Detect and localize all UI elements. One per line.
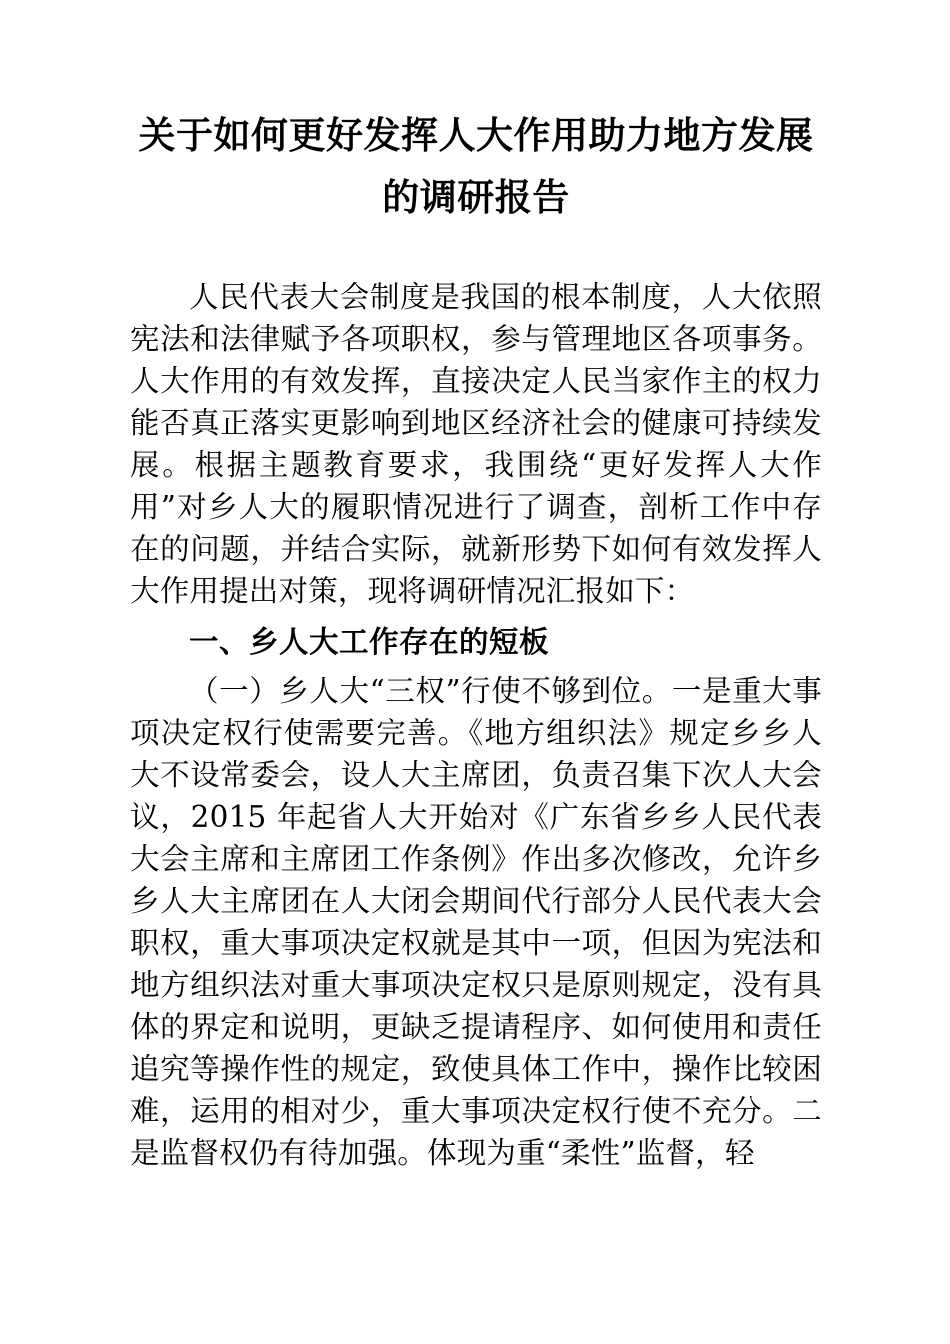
section-heading-1: 一、乡人大工作存在的短板 (189, 626, 550, 659)
intro-paragraph: 人民代表大会制度是我国的根本制度，人大依照宪法和法律赋予各项职权，参与管理地区各项事务。人大作用的有效发挥，直接决定人民当家作主的权力能否真正落实更影响到地区经济社会的健康可持续发展。根据主题教育要求，我围绕“更好发挥人大作用”对乡人大的履职情况进行了调查，剖析工作中存在的问题，并结合实际，就新形势下如何有效发挥人大作用提出对策，现将调研情况汇报如下： (130, 280, 822, 608)
page-content-area (130, 0, 822, 1174)
subsection-paragraph-1: （一）乡人大“三权”行使不够到位。一是重大事项决定权行使需要完善。《地方组织法》规定乡乡人大不设常委会，设人大主席团，负责召集下次人大会议，2015 年起省人大开始对《广东省乡乡人民代表大会主席和主席团工作条例》作出多次修改，允许乡乡人大主席团在人大闭会期间代行部分人民代表大会职权，重大事项决定权就是其中一项，但因为宪法和地方组织法对重大事项决定权只是原则规定，没有具体的界定和说明，更缺乏提请程序、如何使用和责任追究等操作性的规定，致使具体工作中，操作比较困难，运用的相对少，重大事项决定权行使不充分。二是监督权仍有待加强。体现为重“柔性”监督，轻 (130, 674, 822, 1170)
document-title-line-1: 关于如何更好发挥人大作用助力地方发展 (138, 113, 814, 157)
document-title-line-2: 的调研报告 (382, 175, 570, 219)
document-title (130, 0, 822, 228)
